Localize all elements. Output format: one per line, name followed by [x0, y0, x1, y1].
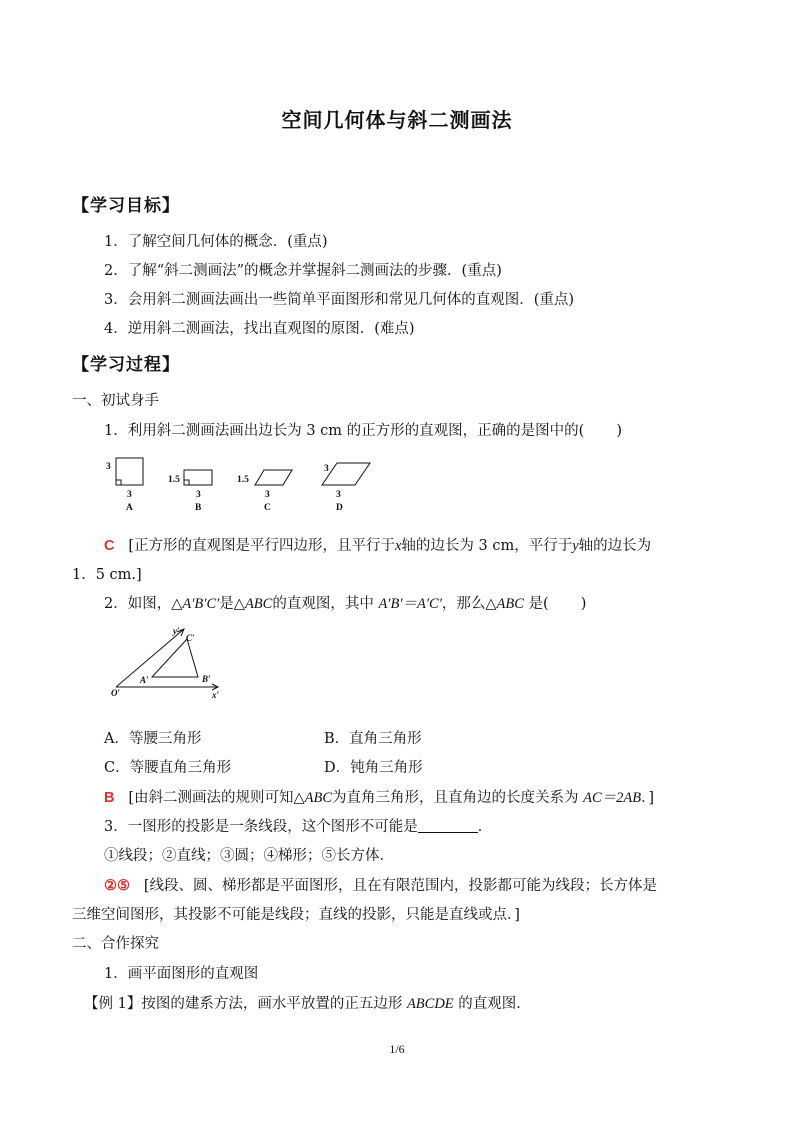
objective-item: 2．了解“斜二测画法”的概念并掌握斜二测画法的步骤．(重点): [104, 263, 502, 279]
page-number: 1/6: [389, 1042, 405, 1056]
example-text: 的直观图．: [458, 996, 531, 1012]
question-text: ．: [477, 819, 493, 835]
figure-label: x′: [212, 690, 220, 700]
variable-y: y: [572, 538, 579, 554]
math-text: A′B′C′: [182, 596, 220, 612]
figure-label: 3: [336, 490, 341, 500]
figure-label: 3: [106, 462, 111, 472]
process-heading: 【学习过程】: [72, 355, 180, 375]
section-title: 一、初试身手: [72, 393, 159, 409]
figure-label: A′: [140, 675, 149, 685]
math-text: AC＝2AB: [583, 790, 642, 806]
explanation-text: [由斜二测画法的规则可知△: [128, 790, 305, 806]
question-text: 3．一图形的投影是一条线段，这个图形不可能是: [104, 819, 418, 835]
example-text: 【例 1】按图的建系方法，画水平放置的正五边形: [84, 996, 403, 1012]
objectives-heading: 【学习目标】: [72, 196, 180, 216]
q1-figure: [100, 452, 390, 516]
math-text: A′B′＝A′C′: [378, 596, 442, 612]
math-text: ABCDE: [406, 996, 454, 1012]
math-text: ABC: [496, 596, 524, 612]
right-angle-mark: [116, 480, 121, 485]
answer-explanation: [104, 788, 654, 808]
question-text: 是△: [219, 596, 245, 612]
explanation-text: 轴的边长为: [578, 538, 652, 554]
question-2: [104, 594, 586, 614]
explanation-text: 1．5 cm.]: [72, 567, 142, 583]
example-1: [84, 994, 531, 1014]
answer-explanation: [104, 536, 651, 556]
explanation-text: [线段、圆、梯形都是平面图形，且在有限范围内，投影都可能为线段；长方体是: [143, 878, 657, 894]
y-axis: [116, 629, 184, 687]
figure-label: 3: [196, 490, 201, 500]
question-text: 是(: [528, 596, 549, 612]
objective-item: 4．逆用斜二测画法，找出直观图的原图．(难点): [104, 321, 415, 337]
question-choices: ①线段；②直线；③圆；④梯形；⑤长方体．: [104, 848, 394, 864]
right-angle-mark: [184, 480, 189, 485]
option-a: A．等腰三角形: [104, 731, 202, 747]
figure-label: 3: [324, 464, 329, 474]
option-c: C．等腰直角三角形: [104, 760, 232, 776]
explanation-text: 三维空间图形，其投影不可能是线段；直线的投影，只能是直线或点．]: [72, 907, 520, 923]
question-3: [104, 817, 492, 837]
option-d: D．钝角三角形: [324, 760, 423, 776]
answer-letter: B: [104, 790, 115, 806]
math-text: ABC: [304, 790, 333, 806]
section-title: 二、合作探究: [72, 936, 159, 952]
answer-explanation: [104, 876, 657, 896]
page-title: 空间几何体与斜二测画法: [281, 108, 513, 132]
question-text: ): [616, 423, 622, 439]
figure-label: C: [264, 503, 271, 513]
question-text: ): [580, 596, 587, 612]
answer-letter: C: [104, 538, 115, 554]
figure-label: y′: [173, 626, 180, 636]
objective-item: 3．会用斜二测画法画出一些简单平面图形和常见几何体的直观图．(重点): [104, 292, 575, 308]
figure-label: B: [195, 503, 202, 513]
variable-x: x: [394, 538, 402, 554]
question-text: ，那么△: [441, 596, 497, 612]
figure-label: 3: [127, 490, 132, 500]
figure-label: 1.5: [168, 475, 180, 485]
triangle-abc-prime: [152, 639, 198, 677]
answer-blank[interactable]: [418, 818, 478, 833]
explanation-text: 轴的边长为 3 cm，平行于: [401, 538, 573, 554]
option-b: B．直角三角形: [324, 731, 422, 747]
figure-label: 1.5: [237, 475, 249, 485]
figure-parallelogram-c: [255, 470, 292, 485]
figure-label: B′: [202, 674, 211, 684]
q2-figure: [104, 621, 234, 705]
figure-label: A: [126, 503, 133, 513]
subsection-title: 1．画平面图形的直观图: [104, 966, 259, 982]
figure-label: C′: [186, 633, 195, 643]
question-1: [104, 421, 622, 441]
question-text: 2．如图，△: [104, 596, 183, 612]
objective-item: 1．了解空间几何体的概念．(重点): [104, 234, 328, 250]
figure-label: D: [336, 503, 343, 513]
question-text: 的直观图，其中: [272, 596, 374, 612]
figure-label: O′: [111, 688, 121, 698]
explanation-text: 为直角三角形，且直角边的长度关系为: [332, 790, 579, 806]
explanation-text: ．]: [641, 790, 655, 806]
figure-parallelogram-d: [322, 463, 370, 485]
figure-square-a: [116, 458, 143, 485]
figure-label: 3: [265, 490, 270, 500]
math-text: ABC: [244, 596, 273, 612]
explanation-text: [正方形的直观图是平行四边形，且平行于: [128, 538, 395, 554]
answer-letter: ②⑤: [104, 878, 130, 894]
figure-rect-b: [184, 470, 212, 485]
question-text: 1．利用斜二测画法画出边长为 3 cm 的正方形的直观图，正确的是图中的(: [104, 423, 585, 439]
